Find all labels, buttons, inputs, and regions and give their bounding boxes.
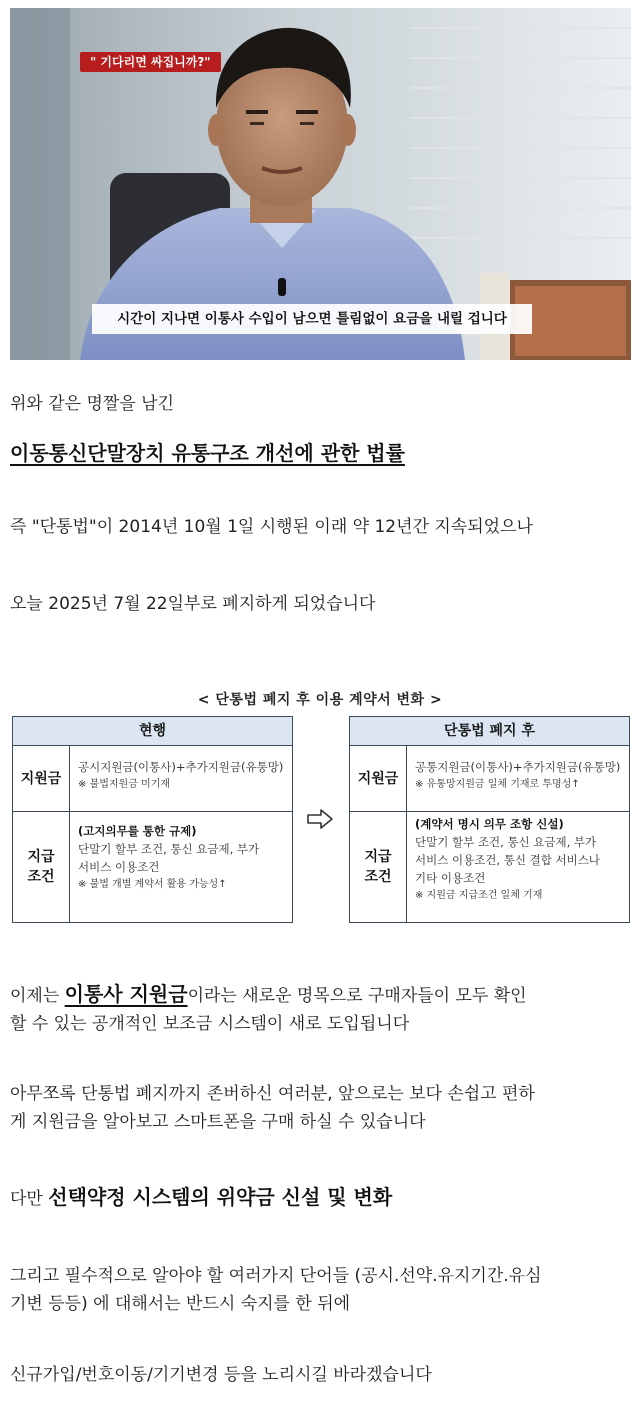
congrats-paragraph bbox=[10, 1080, 535, 1136]
subsidy-line: 공통지원금(이통사)+추가지원금(유통망) bbox=[415, 760, 621, 774]
broadcast-caption-tag: " 기다리면 싸집니까?" bbox=[80, 52, 221, 72]
post-abolition-header: 단통법 폐지 후 bbox=[350, 717, 629, 746]
subsidy-label: 지원금 bbox=[350, 746, 407, 811]
payment-conditions-note: ※ 불법 개별 계약서 활용 가능성↑ bbox=[78, 879, 227, 890]
terms-paragraph bbox=[10, 1262, 542, 1318]
payment-conditions-head: (고지의무를 통한 규제) bbox=[78, 824, 197, 838]
subsidy-content bbox=[407, 746, 629, 811]
payment-conditions-row bbox=[350, 812, 629, 922]
payment-conditions-content bbox=[407, 812, 629, 922]
subsidy-note: ※ 유통망지원금 일체 기재로 투명성↑ bbox=[415, 779, 580, 790]
new-subsidy-prefix: 이제는 bbox=[10, 986, 65, 1006]
subsidy-row bbox=[13, 746, 292, 812]
payment-conditions-line1: 단말기 할부 조건, 통신 요금제, 부가 bbox=[415, 835, 597, 849]
hollow-right-arrow-icon bbox=[306, 808, 334, 830]
payment-conditions-head: (계약서 명시 의무 조항 신설) bbox=[415, 817, 564, 831]
payment-conditions-label bbox=[13, 812, 70, 922]
payment-conditions-note: ※ 지원금 지급조건 일체 기재 bbox=[415, 890, 543, 901]
payment-conditions-line1: 단말기 할부 조건, 통신 요금제, 부가 bbox=[78, 842, 260, 856]
intro-line: 위와 같은 명짤을 남긴 bbox=[10, 394, 175, 414]
payment-conditions-line2: 서비스 이용조건, 통신 결합 서비스나 bbox=[415, 853, 600, 867]
current-header: 현행 bbox=[13, 717, 292, 746]
caveat-prefix: 다만 bbox=[10, 1189, 49, 1209]
new-subsidy-line2: 할 수 있는 공개적인 보조금 시스템이 새로 도입됩니다 bbox=[10, 1014, 410, 1034]
payment-conditions-label bbox=[350, 812, 407, 922]
current-contract-table bbox=[12, 716, 293, 923]
caveat-paragraph bbox=[10, 1183, 392, 1213]
payment-label-line1: 지급 bbox=[364, 849, 392, 865]
payment-conditions-line3: 기타 이용조건 bbox=[415, 871, 486, 885]
subsidy-line: 공시지원금(이통사)+추가지원금(유통망) bbox=[78, 760, 284, 774]
diagram-title: < 단통법 폐지 후 이용 계약서 변화 > bbox=[197, 692, 443, 708]
news-screenshot-photo bbox=[10, 8, 631, 360]
subsidy-content bbox=[70, 746, 292, 811]
penalty-change-emphasis: 선택약정 시스템의 위약금 신설 및 변화 bbox=[48, 1185, 393, 1209]
congrats-line1: 아무쪼록 단통법 폐지까지 존버하신 여러분, 앞으로는 보다 손쉽고 편하 bbox=[10, 1084, 535, 1104]
payment-conditions-content bbox=[70, 812, 292, 922]
closing-line: 신규가입/번호이동/기기변경 등을 노리시길 바라겠습니다 bbox=[10, 1365, 432, 1385]
dantongbeop-history-line: 즉 "단통법"이 2014년 10월 1일 시행된 이래 약 12년간 지속되었으나 bbox=[10, 517, 533, 537]
subsidy-row bbox=[350, 746, 629, 812]
payment-conditions-row bbox=[13, 812, 292, 922]
terms-line1: 그리고 필수적으로 알아야 할 여러가지 단어들 (공시.선약.유지기간.유심 bbox=[10, 1266, 542, 1286]
broadcast-subtitle: 시간이 지나면 이통사 수입이 남으면 틀림없이 요금을 내릴 겁니다 bbox=[92, 304, 532, 334]
payment-label-line2: 조건 bbox=[27, 869, 55, 885]
payment-label-line2: 조건 bbox=[364, 869, 392, 885]
new-subsidy-rest: 이라는 새로운 명목으로 구매자들이 모두 확인 bbox=[187, 986, 527, 1006]
terms-line2: 기변 등등) 에 대해서는 반드시 숙지를 한 뒤에 bbox=[10, 1294, 351, 1314]
payment-conditions-line2: 서비스 이용조건 bbox=[78, 860, 160, 874]
law-title: 이동통신단말장치 유통구조 개선에 관한 법률 bbox=[10, 441, 405, 465]
subsidy-label: 지원금 bbox=[13, 746, 70, 811]
subsidy-note: ※ 불법지원금 미기재 bbox=[78, 779, 171, 790]
abolition-date-line: 오늘 2025년 7월 22일부로 폐지하게 되었습니다 bbox=[10, 594, 376, 614]
new-subsidy-paragraph bbox=[10, 980, 527, 1038]
carrier-subsidy-emphasis: 이통사 지원금 bbox=[64, 982, 188, 1006]
congrats-line2: 게 지원금을 알아보고 스마트폰을 구매 하실 수 있습니다 bbox=[10, 1112, 426, 1132]
post-abolition-contract-table bbox=[349, 716, 630, 923]
payment-label-line1: 지급 bbox=[27, 849, 55, 865]
